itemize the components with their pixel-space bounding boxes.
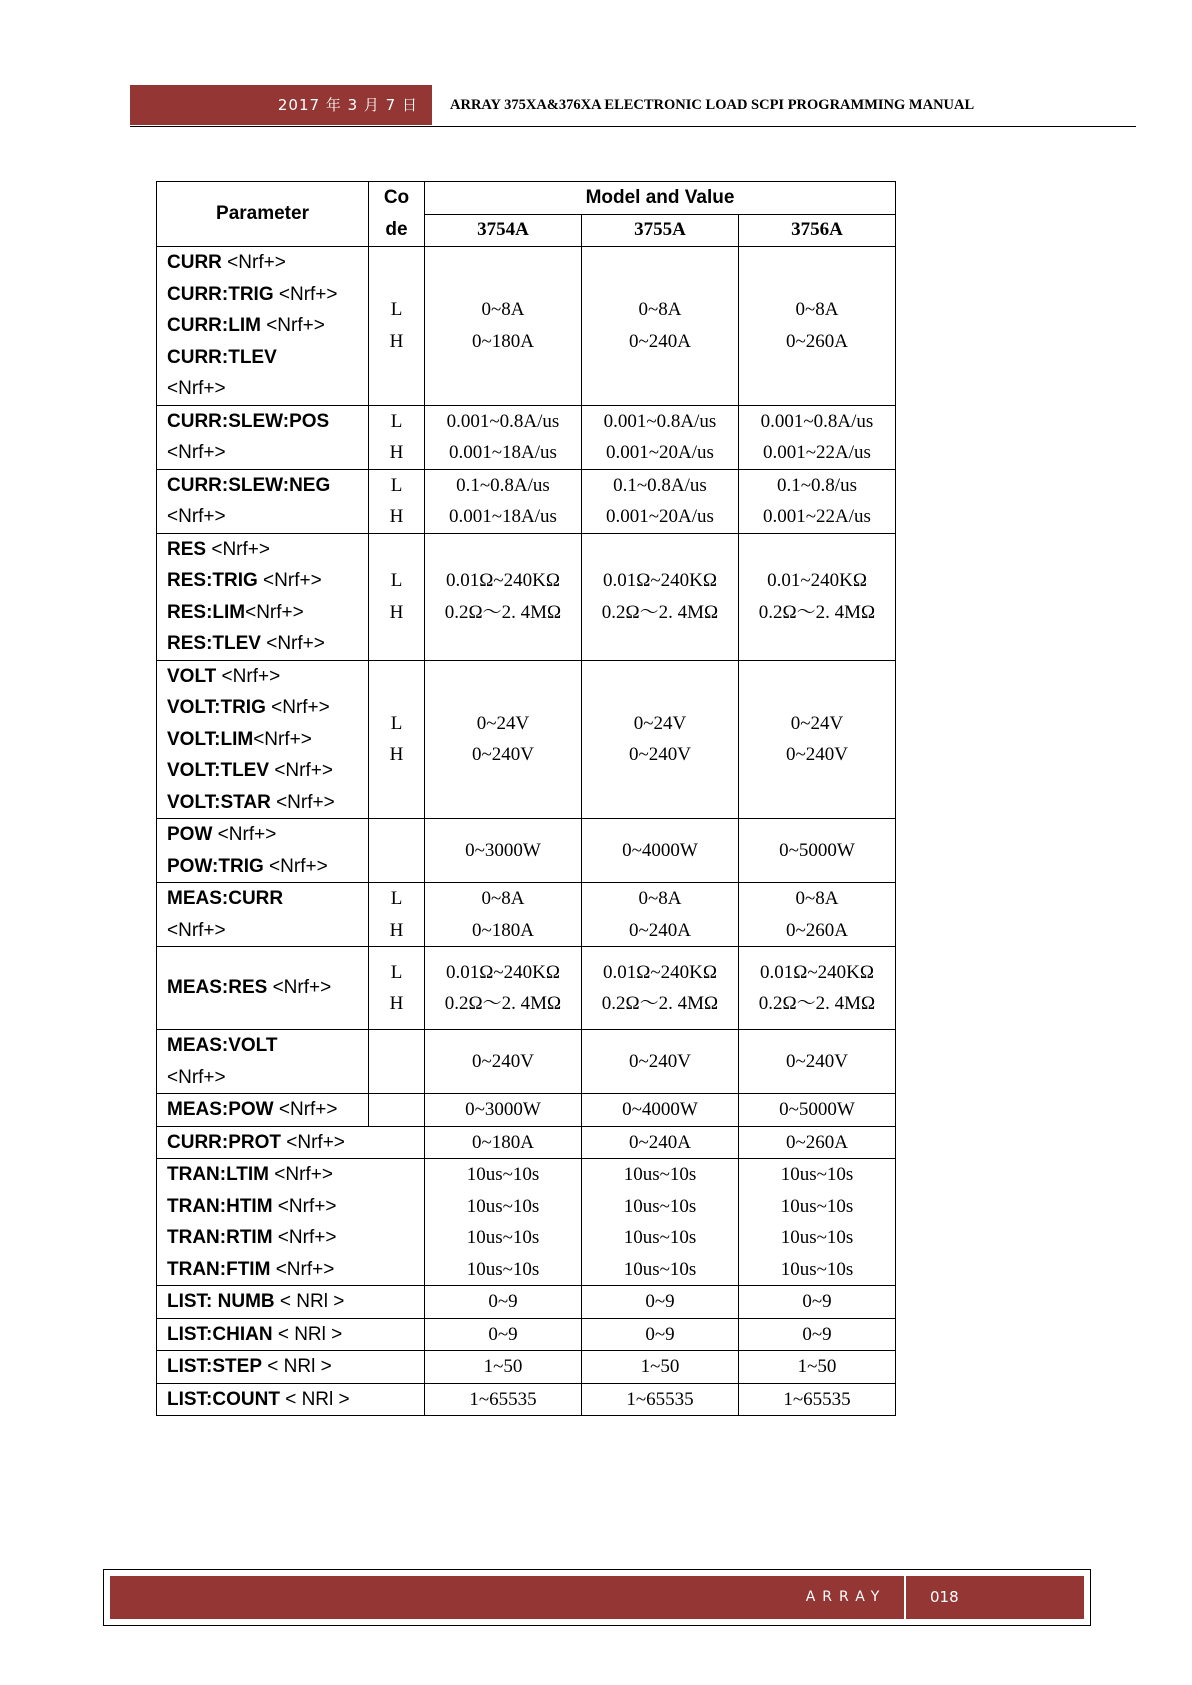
parameter-line bbox=[167, 1030, 368, 1062]
value-line: 0~3000W bbox=[465, 839, 541, 861]
command-arg: <Nrf+> bbox=[270, 791, 335, 813]
value-line: 0~9 bbox=[802, 1291, 832, 1312]
value-line: 1~50 bbox=[797, 1356, 837, 1377]
value-cell bbox=[582, 469, 739, 533]
table-row bbox=[157, 1159, 896, 1286]
value-line: 0~240V bbox=[628, 744, 691, 766]
parameter-line bbox=[167, 279, 368, 311]
value-line: 0~8A bbox=[795, 888, 839, 909]
command-arg: <Nrf+> bbox=[167, 442, 226, 463]
value-line: 0~260A bbox=[785, 330, 848, 352]
value-cell bbox=[739, 1126, 896, 1159]
value-line: 0.1~0.8/us bbox=[777, 474, 857, 496]
command-arg: < NRl > bbox=[274, 1291, 345, 1312]
value-line: 0.001~20A/us bbox=[606, 442, 714, 463]
command-arg: < NRl > bbox=[272, 1323, 343, 1345]
value-cell bbox=[739, 1094, 896, 1127]
code-cell bbox=[369, 660, 425, 819]
value-cell bbox=[582, 660, 739, 819]
command-name: CURR:TLEV bbox=[167, 346, 277, 368]
value-line: 0~24V bbox=[476, 712, 530, 734]
value-cell bbox=[425, 883, 582, 947]
spec-table bbox=[156, 181, 896, 1416]
command-name: LIST:CHIAN bbox=[167, 1323, 273, 1345]
value-line: 10us~10s bbox=[623, 1258, 697, 1280]
code-cell bbox=[369, 1094, 425, 1127]
parameter-line bbox=[167, 628, 368, 660]
command-name: VOLT:TLEV bbox=[167, 760, 270, 781]
parameter-cell bbox=[157, 819, 369, 883]
command-arg: <Nrf+> bbox=[167, 378, 226, 399]
value-line: 0~240V bbox=[471, 1050, 534, 1072]
parameter-line bbox=[167, 1159, 424, 1191]
value-line: 0~9 bbox=[488, 1291, 518, 1312]
value-cell bbox=[582, 1351, 739, 1384]
parameter-line bbox=[167, 819, 368, 851]
command-name: CURR:PROT bbox=[167, 1131, 281, 1153]
code-value: L bbox=[390, 410, 403, 432]
value-line: 1~65535 bbox=[783, 1388, 851, 1410]
code-value: H bbox=[389, 330, 404, 352]
value-line: 0.2Ω～2. 4MΩ bbox=[601, 993, 719, 1014]
command-arg: < NRl > bbox=[279, 1388, 350, 1410]
parameter-cell bbox=[157, 1351, 425, 1384]
parameter-line bbox=[167, 406, 368, 438]
value-line: 0~8A bbox=[638, 888, 682, 909]
value-line: 0.001~0.8A/us bbox=[603, 410, 717, 432]
value-cell bbox=[582, 247, 739, 406]
command-name: RES:TLEV bbox=[167, 633, 261, 654]
value-line: 10us~10s bbox=[780, 1258, 854, 1280]
table-header-row bbox=[157, 182, 896, 215]
parameter-cell bbox=[157, 1286, 425, 1319]
parameter-cell bbox=[157, 1030, 369, 1094]
parameter-cell bbox=[157, 1159, 425, 1286]
parameter-line bbox=[167, 692, 368, 724]
value-cell bbox=[425, 1094, 582, 1127]
value-line: 10us~10s bbox=[466, 1164, 540, 1185]
parameter-line bbox=[167, 373, 368, 405]
code-cell bbox=[369, 819, 425, 883]
value-line: 0~240V bbox=[471, 744, 534, 766]
parameter-cell bbox=[157, 1383, 425, 1416]
command-arg: < NRl > bbox=[262, 1356, 332, 1377]
command-name: CURR:SLEW:POS bbox=[167, 410, 330, 432]
command-arg: <Nrf+> bbox=[221, 252, 286, 273]
parameter-line bbox=[167, 1319, 424, 1351]
code-cell bbox=[369, 405, 425, 469]
command-name: VOLT:STAR bbox=[167, 791, 271, 813]
value-cell bbox=[582, 1126, 739, 1159]
value-line: 0~9 bbox=[488, 1323, 518, 1345]
parameter-line bbox=[167, 1222, 424, 1254]
command-name: VOLT:LIM bbox=[167, 728, 254, 750]
value-cell bbox=[425, 469, 582, 533]
command-arg: <Nrf+> bbox=[167, 506, 226, 527]
value-line: 10us~10s bbox=[780, 1227, 854, 1248]
value-line: 10us~10s bbox=[466, 1227, 540, 1248]
command-arg: <Nrf+> bbox=[167, 1066, 226, 1088]
value-cell bbox=[739, 1318, 896, 1351]
parameter-cell bbox=[157, 947, 369, 1030]
table-row bbox=[157, 1030, 896, 1094]
command-name: LIST:STEP bbox=[167, 1356, 263, 1377]
parameter-line bbox=[167, 724, 368, 756]
parameter-line bbox=[167, 915, 368, 947]
value-cell bbox=[425, 660, 582, 819]
command-name: POW:TRIG bbox=[167, 855, 264, 877]
value-cell bbox=[582, 1286, 739, 1319]
code-value: L bbox=[390, 712, 403, 734]
footer-separator bbox=[904, 1576, 906, 1619]
command-arg: <Nrf+> bbox=[245, 601, 304, 623]
parameter-line bbox=[167, 342, 368, 374]
value-line: 10us~10s bbox=[780, 1164, 854, 1185]
parameter-line bbox=[167, 1191, 424, 1223]
code-value: H bbox=[389, 919, 404, 941]
col-header-code bbox=[369, 182, 425, 247]
code-value: H bbox=[389, 506, 404, 527]
table-row bbox=[157, 469, 896, 533]
parameter-line bbox=[167, 501, 368, 533]
table-row bbox=[157, 1383, 896, 1416]
parameter-cell bbox=[157, 533, 369, 660]
col-header-model: 3755A bbox=[582, 214, 739, 247]
value-line: 0~240A bbox=[628, 919, 691, 941]
value-line: 0~9 bbox=[645, 1323, 675, 1345]
command-name: CURR:SLEW:NEG bbox=[167, 474, 331, 496]
command-arg: <Nrf+> bbox=[206, 538, 270, 560]
value-cell bbox=[425, 1351, 582, 1384]
parameter-line bbox=[167, 1384, 424, 1416]
value-line: 0.001~18A/us bbox=[449, 506, 557, 527]
value-line: 0~9 bbox=[645, 1291, 675, 1312]
value-line: 0.2Ω～2. 4MΩ bbox=[444, 993, 562, 1014]
value-line: 0~8A bbox=[638, 299, 682, 321]
value-line: 0.1~0.8A/us bbox=[613, 474, 707, 496]
command-name: TRAN:HTIM bbox=[167, 1195, 273, 1217]
parameter-line bbox=[167, 470, 368, 502]
code-cell bbox=[369, 469, 425, 533]
value-cell bbox=[425, 1159, 582, 1286]
parameter-line bbox=[167, 247, 368, 279]
code-value: L bbox=[390, 961, 403, 983]
value-line: 0~3000W bbox=[465, 1099, 541, 1120]
value-line: 0.2Ω～2. 4MΩ bbox=[758, 601, 876, 623]
table-row bbox=[157, 1094, 896, 1127]
value-line: 0~4000W bbox=[622, 1099, 698, 1120]
parameter-line bbox=[167, 1094, 368, 1126]
value-line: 0~4000W bbox=[622, 839, 698, 861]
value-line: 0~180A bbox=[471, 330, 534, 352]
command-name: RES:TRIG bbox=[167, 570, 258, 591]
code-value: H bbox=[389, 993, 404, 1014]
code-value: L bbox=[390, 299, 403, 321]
command-name: VOLT:TRIG bbox=[167, 697, 266, 718]
value-line: 0.01Ω~240KΩ bbox=[446, 570, 560, 591]
parameter-cell bbox=[157, 1094, 369, 1127]
parameter-cell bbox=[157, 405, 369, 469]
value-cell bbox=[582, 819, 739, 883]
parameter-line bbox=[167, 755, 368, 787]
value-cell bbox=[582, 1159, 739, 1286]
command-name: MEAS:POW bbox=[167, 1099, 274, 1120]
value-line: 0~9 bbox=[802, 1323, 832, 1345]
command-name: MEAS:CURR bbox=[167, 888, 284, 909]
value-cell bbox=[425, 947, 582, 1030]
value-line: 0.001~20A/us bbox=[606, 506, 714, 527]
value-cell bbox=[425, 1286, 582, 1319]
value-cell bbox=[739, 1030, 896, 1094]
table-row bbox=[157, 660, 896, 819]
command-name: POW bbox=[167, 824, 213, 845]
command-name: CURR:TRIG bbox=[167, 283, 274, 305]
parameter-cell bbox=[157, 660, 369, 819]
header-date: 2017 年 3 月 7 日 bbox=[130, 85, 432, 125]
value-cell bbox=[739, 1383, 896, 1416]
value-line: 0.001~22A/us bbox=[763, 442, 871, 463]
parameter-line bbox=[167, 661, 368, 693]
command-arg: <Nrf+> bbox=[272, 1195, 337, 1217]
code-cell bbox=[369, 883, 425, 947]
parameter-line bbox=[167, 972, 368, 1004]
footer-brand: ARRAY bbox=[805, 1589, 887, 1605]
code-cell bbox=[369, 247, 425, 406]
value-cell bbox=[739, 533, 896, 660]
command-arg: <Nrf+> bbox=[281, 1131, 345, 1153]
value-cell bbox=[739, 883, 896, 947]
value-cell bbox=[582, 405, 739, 469]
parameter-line bbox=[167, 437, 368, 469]
value-line: 10us~10s bbox=[623, 1164, 697, 1185]
code-value: H bbox=[389, 601, 404, 623]
col-header-model: 3756A bbox=[739, 214, 896, 247]
value-line: 0.2Ω～2. 4MΩ bbox=[758, 993, 876, 1014]
value-line: 0~240V bbox=[628, 1050, 691, 1072]
command-arg: <Nrf+> bbox=[267, 977, 332, 999]
parameter-line bbox=[167, 1254, 424, 1286]
table-row bbox=[157, 883, 896, 947]
parameter-cell bbox=[157, 1318, 425, 1351]
value-line: 0.01Ω~240KΩ bbox=[446, 961, 560, 983]
command-arg: <Nrf+> bbox=[253, 728, 312, 750]
table-row bbox=[157, 1286, 896, 1319]
command-arg: <Nrf+> bbox=[167, 919, 226, 941]
code-value: H bbox=[389, 744, 404, 766]
command-arg: <Nrf+> bbox=[273, 1099, 338, 1120]
table-row bbox=[157, 1351, 896, 1384]
parameter-line bbox=[167, 1062, 368, 1094]
value-line: 0.1~0.8A/us bbox=[456, 474, 550, 496]
value-cell bbox=[582, 883, 739, 947]
value-line: 10us~10s bbox=[466, 1258, 540, 1280]
command-name: MEAS:VOLT bbox=[167, 1035, 278, 1056]
value-line: 10us~10s bbox=[623, 1195, 697, 1217]
code-value: L bbox=[390, 474, 403, 496]
command-arg: <Nrf+> bbox=[212, 824, 277, 845]
command-name: CURR bbox=[167, 252, 222, 273]
page-number: 018 bbox=[930, 1588, 959, 1606]
parameter-line bbox=[167, 1351, 424, 1383]
command-name: RES bbox=[167, 538, 207, 560]
value-cell bbox=[425, 533, 582, 660]
value-line: 1~50 bbox=[640, 1356, 680, 1377]
value-cell bbox=[582, 1030, 739, 1094]
value-cell bbox=[582, 533, 739, 660]
command-arg: <Nrf+> bbox=[273, 283, 338, 305]
parameter-cell bbox=[157, 469, 369, 533]
value-line: 10us~10s bbox=[780, 1195, 854, 1217]
col-header-model: 3754A bbox=[425, 214, 582, 247]
col-header-code-line: Co bbox=[383, 187, 410, 208]
parameter-line bbox=[167, 565, 368, 597]
parameter-line bbox=[167, 787, 368, 819]
table-row bbox=[157, 947, 896, 1030]
command-arg: <Nrf+> bbox=[257, 570, 322, 591]
value-line: 0~240V bbox=[785, 744, 848, 766]
value-line: 0.001~0.8A/us bbox=[446, 410, 560, 432]
value-cell bbox=[739, 405, 896, 469]
value-line: 0.2Ω～2. 4MΩ bbox=[444, 601, 562, 623]
parameter-line bbox=[167, 1286, 424, 1318]
parameter-line bbox=[167, 883, 368, 915]
command-name: CURR:LIM bbox=[167, 315, 261, 336]
value-line: 0.001~18A/us bbox=[449, 442, 557, 463]
value-line: 0~24V bbox=[790, 712, 844, 734]
col-header-model-value: Model and Value bbox=[425, 182, 896, 215]
value-line: 0~180A bbox=[471, 919, 534, 941]
command-arg: <Nrf+> bbox=[269, 1164, 333, 1185]
command-arg: <Nrf+> bbox=[272, 1227, 337, 1248]
table-row bbox=[157, 1126, 896, 1159]
code-value: H bbox=[389, 442, 404, 463]
value-line: 0.2Ω～2. 4MΩ bbox=[601, 601, 719, 623]
command-arg: <Nrf+> bbox=[270, 1258, 335, 1280]
code-cell bbox=[369, 1030, 425, 1094]
table-row bbox=[157, 247, 896, 406]
parameter-line bbox=[167, 534, 368, 566]
value-line: 10us~10s bbox=[466, 1195, 540, 1217]
command-arg: <Nrf+> bbox=[269, 760, 333, 781]
parameter-cell bbox=[157, 883, 369, 947]
command-arg: <Nrf+> bbox=[265, 697, 330, 718]
value-line: 0~260A bbox=[785, 1131, 848, 1153]
header-rule bbox=[130, 126, 1136, 127]
value-line: 1~65535 bbox=[626, 1388, 694, 1410]
command-name: MEAS:RES bbox=[167, 977, 268, 999]
value-line: 0.01Ω~240KΩ bbox=[603, 570, 717, 591]
command-arg: <Nrf+> bbox=[263, 855, 328, 877]
value-line: 0~8A bbox=[481, 888, 525, 909]
value-cell bbox=[425, 1030, 582, 1094]
value-line: 0.01Ω~240KΩ bbox=[760, 961, 874, 983]
value-line: 1~65535 bbox=[469, 1388, 537, 1410]
value-line: 0.01~240KΩ bbox=[767, 570, 867, 591]
value-cell bbox=[739, 1286, 896, 1319]
table-row bbox=[157, 819, 896, 883]
col-header-code-line: de bbox=[385, 219, 408, 240]
value-cell bbox=[739, 247, 896, 406]
header-title: ARRAY 375XA&376XA ELECTRONIC LOAD SCPI PROGRAMMING MANUAL bbox=[450, 97, 975, 113]
command-name: LIST:COUNT bbox=[167, 1388, 280, 1410]
table-row bbox=[157, 533, 896, 660]
table-row bbox=[157, 1318, 896, 1351]
value-cell bbox=[739, 947, 896, 1030]
value-line: 0~240A bbox=[628, 1131, 691, 1153]
value-line: 0~8A bbox=[481, 299, 525, 321]
command-arg: <Nrf+> bbox=[260, 315, 325, 336]
value-cell bbox=[582, 1383, 739, 1416]
value-line: 0~180A bbox=[471, 1131, 534, 1153]
value-cell bbox=[739, 819, 896, 883]
value-line: 0~5000W bbox=[779, 1099, 855, 1120]
command-name: VOLT bbox=[167, 665, 217, 687]
value-cell bbox=[582, 1318, 739, 1351]
code-value: L bbox=[390, 888, 403, 909]
value-cell bbox=[425, 405, 582, 469]
col-header-parameter: Parameter bbox=[157, 182, 369, 247]
command-arg: <Nrf+> bbox=[216, 665, 281, 687]
value-line: 0~5000W bbox=[779, 839, 855, 861]
parameter-line bbox=[167, 851, 368, 883]
command-name: TRAN:LTIM bbox=[167, 1164, 270, 1185]
parameter-line bbox=[167, 1127, 424, 1159]
value-line: 1~50 bbox=[483, 1356, 523, 1377]
parameter-cell bbox=[157, 247, 369, 406]
value-cell bbox=[425, 1126, 582, 1159]
value-line: 0.01Ω~240KΩ bbox=[603, 961, 717, 983]
value-line: 10us~10s bbox=[623, 1227, 697, 1248]
command-name: RES:LIM bbox=[167, 601, 246, 623]
table-row bbox=[157, 405, 896, 469]
value-cell bbox=[739, 1159, 896, 1286]
value-line: 0.001~22A/us bbox=[763, 506, 871, 527]
value-cell bbox=[425, 819, 582, 883]
value-cell bbox=[739, 660, 896, 819]
code-cell bbox=[369, 947, 425, 1030]
value-cell bbox=[425, 247, 582, 406]
command-arg: <Nrf+> bbox=[260, 633, 325, 654]
command-name: TRAN:FTIM bbox=[167, 1258, 271, 1280]
parameter-line bbox=[167, 310, 368, 342]
value-line: 0~240V bbox=[785, 1050, 848, 1072]
parameter-cell bbox=[157, 1126, 425, 1159]
value-line: 0~260A bbox=[785, 919, 848, 941]
value-line: 0~240A bbox=[628, 330, 691, 352]
command-name: TRAN:RTIM bbox=[167, 1227, 273, 1248]
value-line: 0~24V bbox=[633, 712, 687, 734]
value-cell bbox=[582, 947, 739, 1030]
value-cell bbox=[582, 1094, 739, 1127]
code-value: L bbox=[390, 570, 403, 591]
code-cell bbox=[369, 533, 425, 660]
value-cell bbox=[425, 1383, 582, 1416]
value-line: 0~8A bbox=[795, 299, 839, 321]
value-line: 0.001~0.8A/us bbox=[760, 410, 874, 432]
value-cell bbox=[739, 469, 896, 533]
parameter-line bbox=[167, 597, 368, 629]
value-cell bbox=[425, 1318, 582, 1351]
value-cell bbox=[739, 1351, 896, 1384]
command-name: LIST: NUMB bbox=[167, 1291, 275, 1312]
